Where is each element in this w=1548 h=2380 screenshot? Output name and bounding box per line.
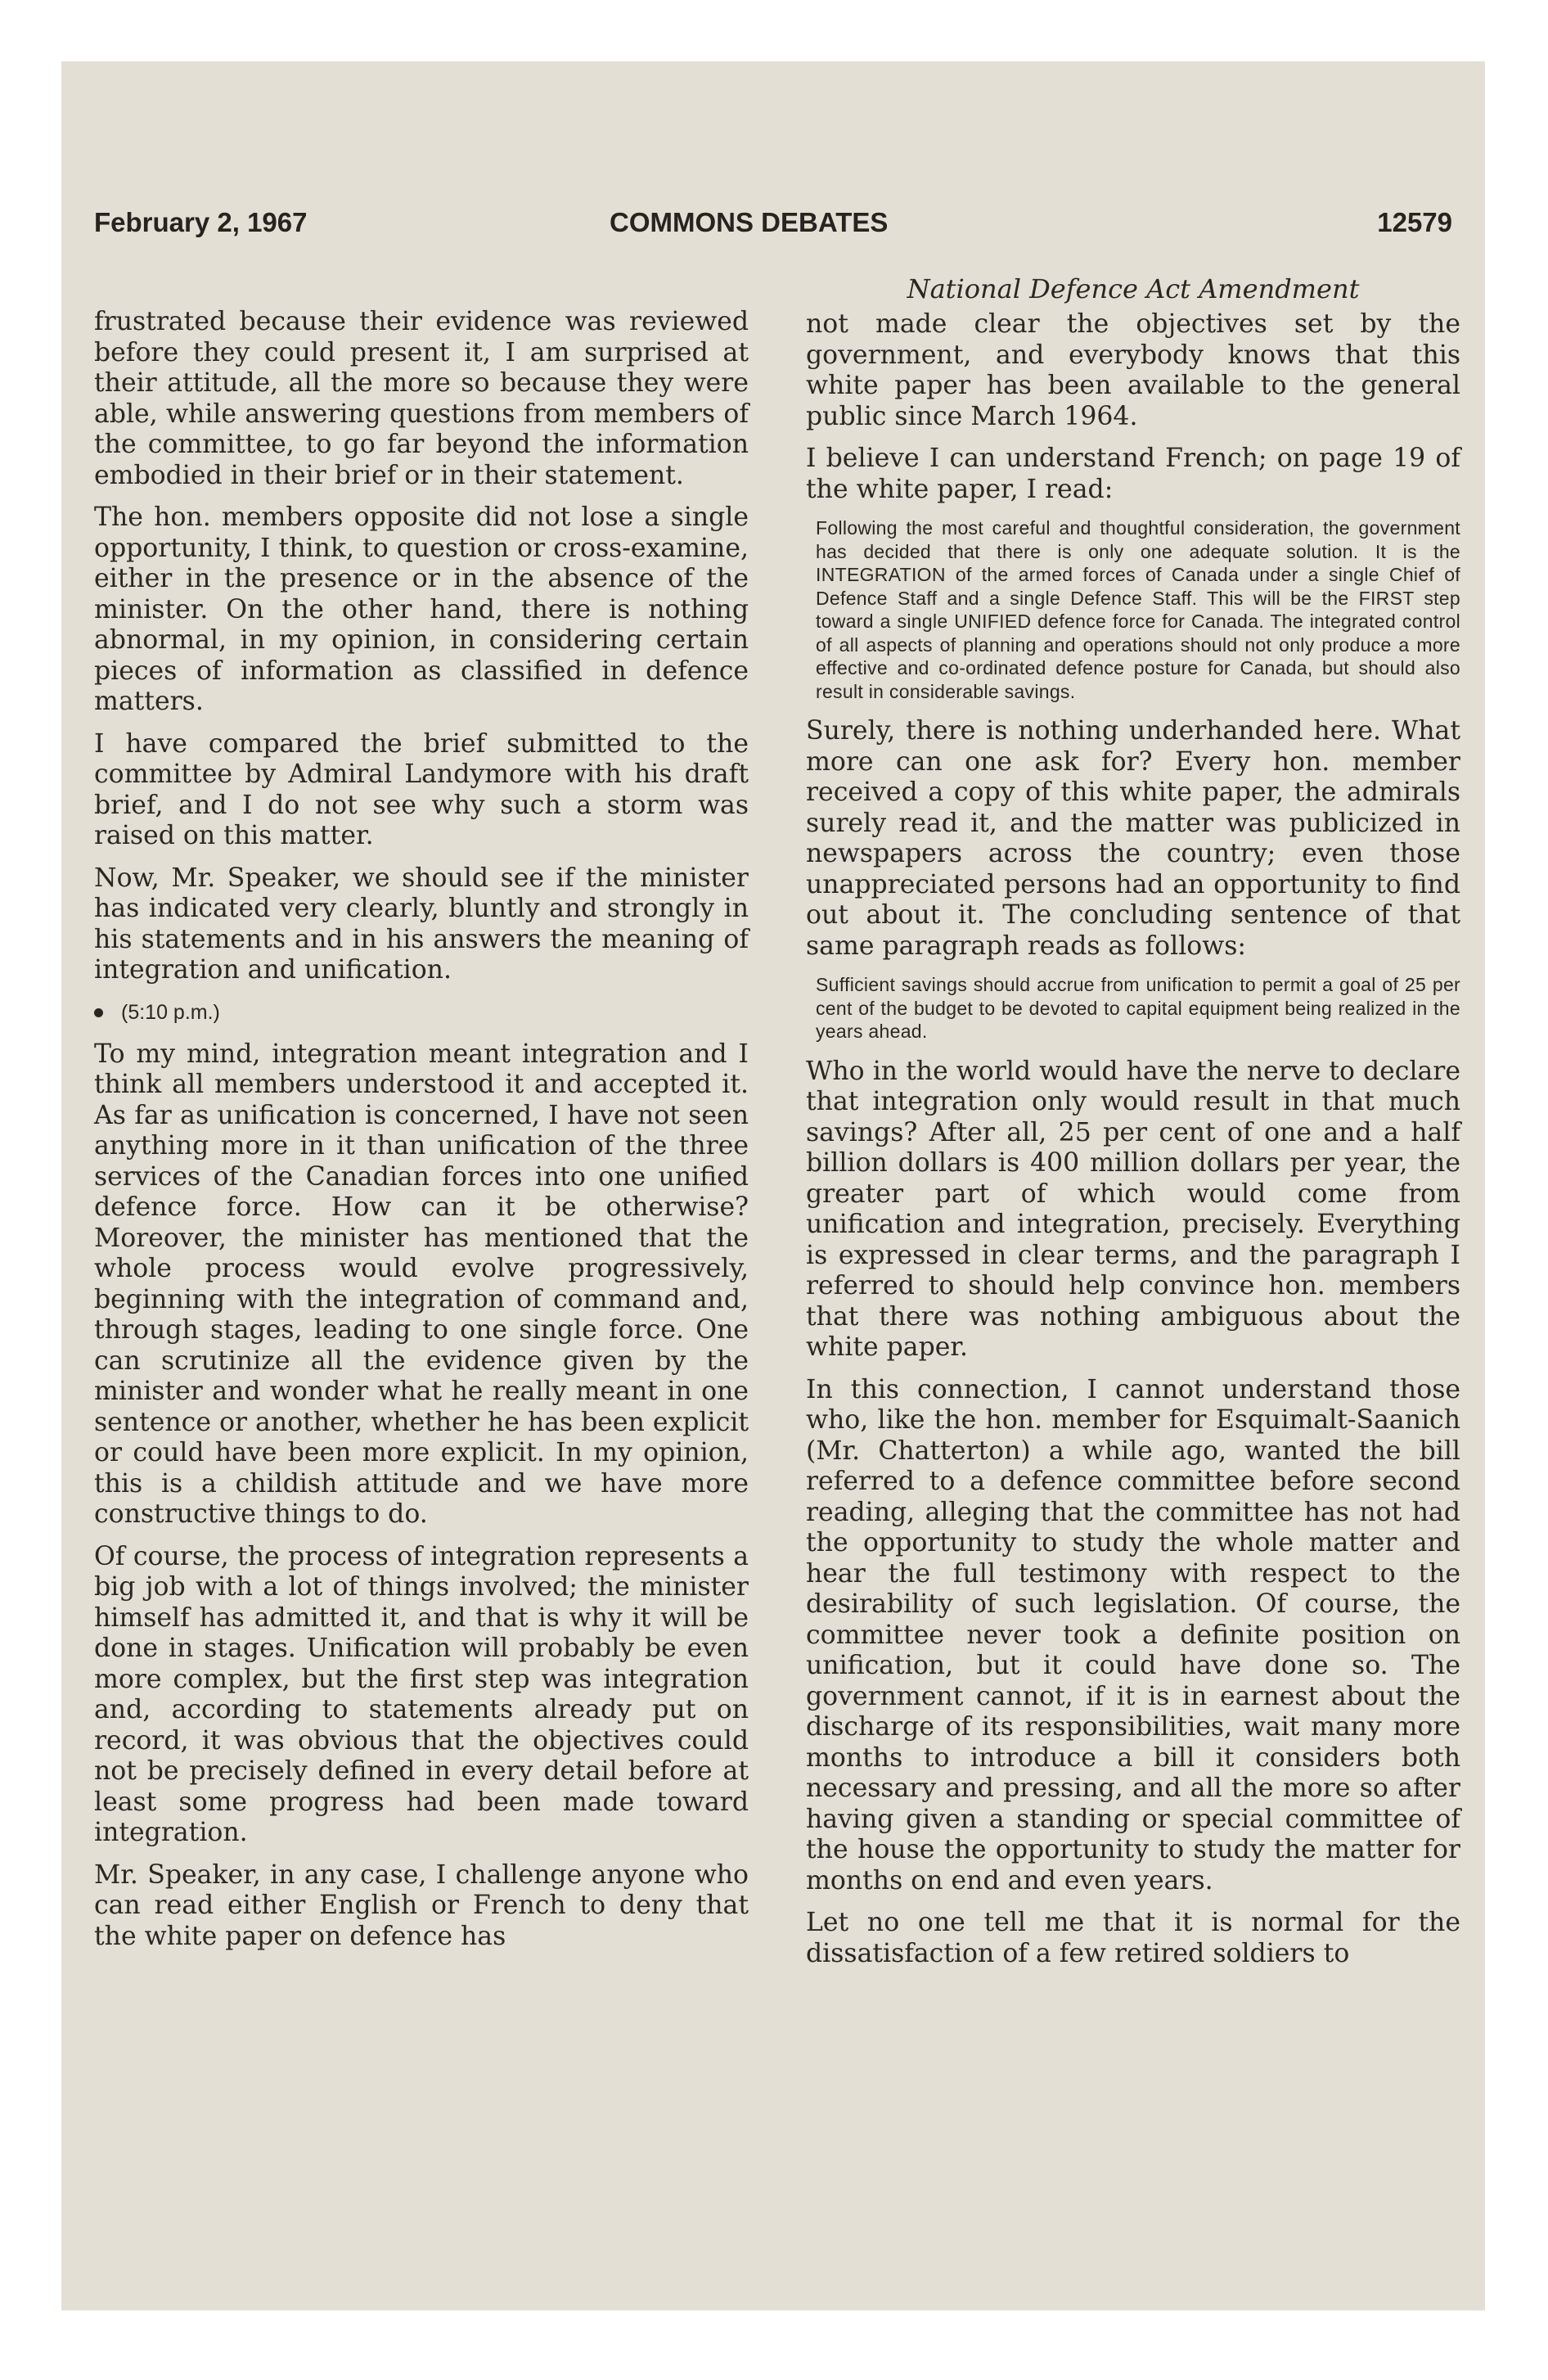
right-paragraph-2: I believe I can understand French; on page 19 of the white paper, I read: [806, 444, 1460, 504]
time-marker-text: (5:10 p.m.) [121, 1000, 220, 1024]
page-header [94, 207, 1452, 253]
left-paragraph-7: Mr. Speaker, in any case, I challenge anyone who can read either English or French to deny that the white paper on defence has [94, 1859, 749, 1951]
section-subheader: National Defence Act Amendment [907, 273, 1360, 304]
right-paragraph-4: Who in the world would have the nerve to declare that integration only would result in that much savings? After all, 25 per cent of one and a half billion dollars is 400 million dollars per year, the greater part of which would come from unification and integration, precisely. Everything is expressed in clear terms, and the paragraph I referred to should help convince hon. members that there was nothing ambiguous about the white paper. [806, 1056, 1460, 1362]
left-column [94, 307, 749, 1963]
left-paragraph-2: The hon. members opposite did not lose a single opportunity, I think, to question or cross-examine, either in the presence or in the absence of the minister. On the other hand, there is nothing abnormal, in my opinion, in considering certain pieces of information as classified in defence matters. [94, 503, 749, 716]
white-paper-quote-1: Following the most careful and thoughtful consideration, the government has decided that there is only one adequate solution. It is the INTEGRATION of the armed forces of Canada under a single Chief of Defence Staff and a single Defence Staff. This will be the FIRST step toward a single UNIFIED defence force for Canada. The integrated control of all aspects of planning and operations should not only produce a more effective and co-ordinated defence posture for Canada, but should also result in considerable savings. [816, 517, 1460, 702]
left-paragraph-6: Of course, the process of integration represents a big job with a lot of things involved; the minister himself has admitted it, and that is why it will be done in stages. Unification will probably be even more complex, but the first step was integration and, according to statements already put on record, it was obvious that the objectives could not be precisely defined in every detail before at least some progress had been made toward integration. [94, 1541, 749, 1847]
left-paragraph-4: Now, Mr. Speaker, we should see if the minister has indicated very clearly, bluntly and strongly in his statements and in his answers the meaning of integration and unification. [94, 863, 749, 985]
left-paragraph-5: To my mind, integration meant integration and I think all members understood it and accepted it. As far as unification is concerned, I have not seen anything more in it than unification of the three services of the Canadian forces into one unified defence force. How can it be otherwise? Moreover, the minister has mentioned that the whole process would evolve progressively, beginning with the integration of command and, through stages, leading to one single force. One can scrutinize all the evidence given by the minister and wonder what he really meant in one sentence or another, whether he has been explicit or could have been more explicit. In my opinion, this is a childish attitude and we have more constructive things to do. [94, 1039, 749, 1529]
right-paragraph-5: In this connection, I cannot understand those who, like the hon. member for Esquimalt-Saanich (Mr. Chatterton) a while ago, wanted the bill referred to a defence committee before second reading, alleging that the committee has not had the opportunity to study the whole matter and hear the full testimony with respect to the desirability of such legislation. Of course, the committee never took a definite position on unification, but it could have done so. The government cannot, if it is in earnest about the discharge of its responsibilities, wait many more months to introduce a bill it considers both necessary and pressing, and all the more so after having given a standing or special committee of the house the opportunity to study the matter for months on end and even years. [806, 1374, 1460, 1895]
bullet-dot-icon [94, 1008, 103, 1017]
right-paragraph-3: Surely, there is nothing underhanded here. What more can one ask for? Every hon. member received a copy of this white paper, the admirals surely read it, and the matter was publicized in newspapers across the country; even those unappreciated persons had an opportunity to find out about it. The concluding sentence of that same paragraph reads as follows: [806, 716, 1460, 961]
header-date: February 2, 1967 [94, 207, 308, 237]
white-paper-quote-2: Sufficient savings should accrue from unification to permit a goal of 25 per cent of the budget to be devoted to capital equipment being realized in the years ahead. [816, 974, 1460, 1042]
header-page-number: 12579 [1377, 207, 1452, 237]
scanned-page [61, 61, 1485, 2310]
left-paragraph-1: frustrated because their evidence was reviewed before they could present it, I am surprised at their attitude, all the more so because they were able, while answering questions from members of the committee, to go far beyond the information embodied in their brief or in their statement. [94, 307, 749, 490]
left-paragraph-3: I have compared the brief submitted to the committee by Admiral Landymore with his draft brief, and I do not see why such a storm was raised on this matter. [94, 728, 749, 850]
right-paragraph-1: not made clear the objectives set by the government, and everybody knows that this white paper has been available to the general public since March 1964. [806, 309, 1460, 431]
right-paragraph-6: Let no one tell me that it is normal for the dissatisfaction of a few retired soldiers to [806, 1908, 1460, 1968]
time-marker [94, 998, 749, 1028]
header-title: COMMONS DEBATES [610, 207, 889, 237]
right-column [806, 273, 1460, 1981]
